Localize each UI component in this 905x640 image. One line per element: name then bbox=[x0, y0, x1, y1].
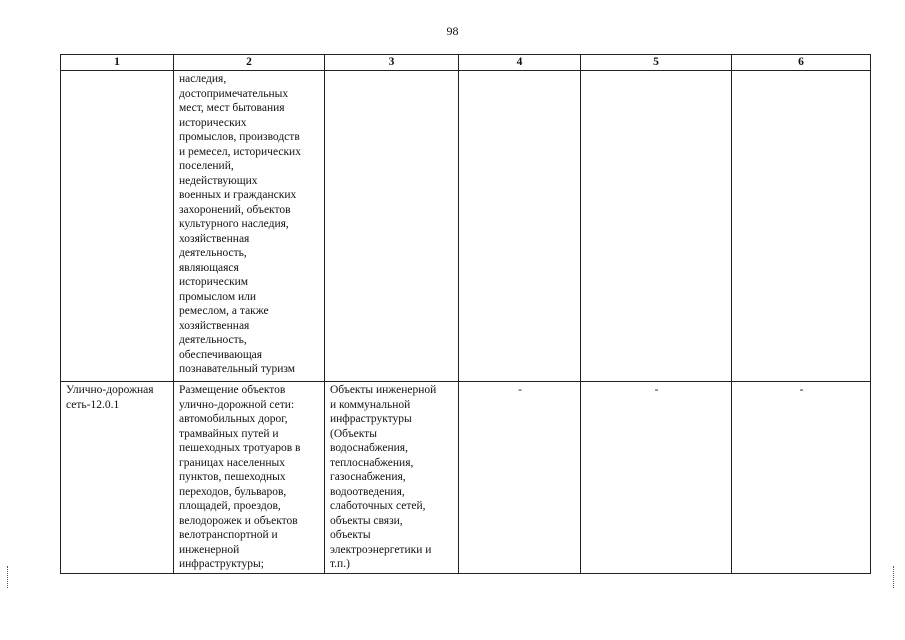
table-cell: - bbox=[459, 382, 581, 574]
table-cell: наследия, достопримечательных мест, мест бытования исторических промыслов, производств и ремесел, исторических поселений, недействующих военных и гражданских захоронений, объектов культурного наследия, хозяйственная деятельность, являющаяся историческим промыслом или ремеслом, а также хозяйственная деятельность, обеспечивающая познавательный туризм bbox=[174, 71, 325, 382]
table-row bbox=[61, 71, 871, 382]
column-header-6: 6 bbox=[732, 55, 871, 71]
column-header-4: 4 bbox=[459, 55, 581, 71]
table-header bbox=[61, 55, 871, 71]
table-cell bbox=[459, 71, 581, 382]
left-edge-mark bbox=[7, 566, 11, 588]
regulations-table bbox=[60, 54, 871, 574]
table-cell: Улично-дорожная сеть-12.0.1 bbox=[61, 382, 174, 574]
table-row bbox=[61, 382, 871, 574]
table-body bbox=[61, 71, 871, 574]
table-cell bbox=[732, 71, 871, 382]
table-cell bbox=[325, 71, 459, 382]
column-header-1: 1 bbox=[61, 55, 174, 71]
column-header-2: 2 bbox=[174, 55, 325, 71]
right-edge-mark bbox=[893, 566, 897, 588]
table-cell bbox=[581, 71, 732, 382]
header-row bbox=[61, 55, 871, 71]
table-cell: Размещение объектов улично-дорожной сети: автомобильных дорог, трамвайных путей и пешеходных тротуаров в границах населенных пунктов, пешеходных переходов, бульваров, площадей, проездов, велодорожек и объектов велотранспортной и инженерной инфраструктуры; bbox=[174, 382, 325, 574]
table-cell: Объекты инженерной и коммунальной инфраструктуры (Объекты водоснабжения, теплоснабжения, газоснабжения, водоотведения, слаботочных сетей, объекты связи, объекты электроэнергетики и т.п.) bbox=[325, 382, 459, 574]
table-cell: - bbox=[732, 382, 871, 574]
column-header-3: 3 bbox=[325, 55, 459, 71]
table-cell: - bbox=[581, 382, 732, 574]
column-header-5: 5 bbox=[581, 55, 732, 71]
table-cell bbox=[61, 71, 174, 382]
page-number: 98 bbox=[446, 24, 459, 38]
